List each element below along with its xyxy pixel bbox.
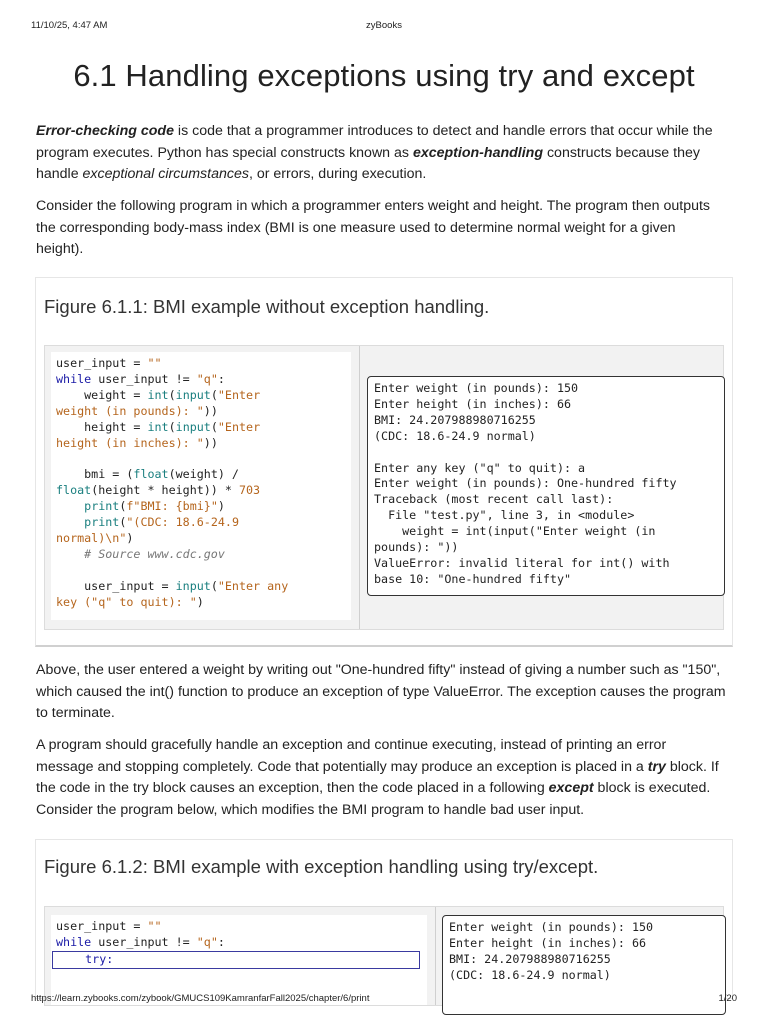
page-number: 1/20 xyxy=(718,993,737,1004)
page-title: 6.1 Handling exceptions using try and except xyxy=(73,58,695,93)
figure-content xyxy=(44,345,724,630)
console-output: Enter weight (in pounds): 150 Enter height (in inches): 66 BMI: 24.207988980716255 (CDC: 18.6-24.9 normal) Enter any key ("q" to quit): a Enter weight (in pounds): One-hundred fifty Traceback (most recent call last): File "test.py", line 3, in <module> weight = int(input("Enter weight (in pounds): ")) ValueError: invalid literal for int() with base 10: "One-hundred fifty" xyxy=(367,376,725,596)
paragraph-text: constructs because they handle xyxy=(36,144,700,183)
print-site-name: zyBooks xyxy=(366,20,402,31)
paragraph-text: A program should gracefully handle an exception and continue executing, instead of printing an error message and stopping completely. Code that potentially may produce an exception is placed in a xyxy=(36,737,667,775)
paragraph-try-except xyxy=(36,735,726,821)
figure-bmi-without-exception xyxy=(35,277,733,647)
print-header xyxy=(31,20,737,34)
pane-divider xyxy=(359,346,360,629)
term-try: try xyxy=(647,758,666,775)
paragraph-text: , or errors, during execution. xyxy=(248,166,427,183)
print-footer xyxy=(31,993,737,1007)
code-block: user_input = "" while user_input != "q": weight = int(input("Enter weight (in pounds): ")) height = int(input("Enter height (in inches): ")) bmi = (float(weight) / float(height * height)) * 703 print(f"BMI: {bmi}") print("(CDC: 18.6-24.9 normal)\n") # Source www.cdc.gov user_input = input("Enter any key ("q" to quit): ") xyxy=(51,352,351,620)
pane-divider xyxy=(435,907,436,1005)
paragraph-error-checking xyxy=(36,121,726,186)
figure-content xyxy=(44,906,724,1006)
figure-caption: Figure 6.1.1: BMI example without exception handling. xyxy=(44,296,490,317)
paragraph-text: block is executed. Consider the program below, which modifies the BMI program to handle bad user input. xyxy=(36,780,711,818)
term-exceptional-circumstances: exceptional circumstances xyxy=(82,166,249,183)
figure-bmi-with-exception xyxy=(35,839,733,999)
paragraph-text: block. If the code in the try block causes an exception, then the code placed in a following xyxy=(36,758,719,797)
highlighted-code-line: try: xyxy=(52,951,420,969)
term-exception-handling: exception-handling xyxy=(412,144,544,161)
paragraph-text: is code that a programmer introduces to detect and handle errors that occur while the program executes. Python has special constructs known as xyxy=(36,123,713,161)
term-error-checking-code: Error-checking code xyxy=(36,123,174,139)
figure-caption: Figure 6.1.2: BMI example with exception handling using try/except. xyxy=(44,856,599,877)
term-except: except xyxy=(548,780,594,797)
code-block: user_input = "" while user_input != "q": try: xyxy=(51,915,427,1005)
paragraph-exception-explanation: Above, the user entered a weight by writing out "One-hundred fifty" instead of giving a number such as "150", which caused the int() function to produce an exception of type ValueError. The exception causes the program to terminate. xyxy=(36,662,726,722)
print-url: https://learn.zybooks.com/zybook/GMUCS109KamranfarFall2025/chapter/6/print xyxy=(31,993,370,1004)
paragraph-bmi-intro: Consider the following program in which a programmer enters weight and height. The program then outputs the corresponding body-mass index (BMI is one measure used to determine normal weight for a given height). xyxy=(36,198,711,258)
console-output: Enter weight (in pounds): 150 Enter height (in inches): 66 BMI: 24.207988980716255 (CDC: 18.6-24.9 normal) xyxy=(442,915,726,1015)
print-date: 11/10/25, 4:47 AM xyxy=(31,20,108,31)
